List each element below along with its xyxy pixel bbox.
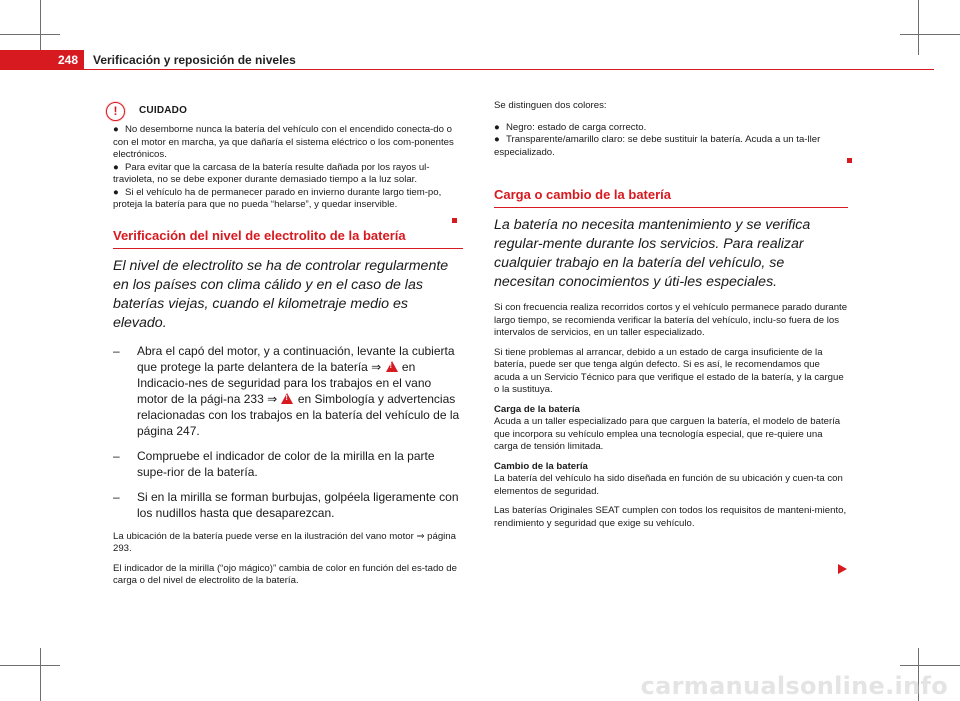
watermark: carmanualsonline.info xyxy=(640,672,948,700)
warning-triangle-icon[interactable] xyxy=(281,393,293,404)
step-item: – Si en la mirilla se forman burbujas, golpéela ligeramente con los nudillos hasta que desaparezcan. xyxy=(113,489,459,520)
step-item: – Compruebe el indicador de color de la mirilla en la parte supe-rior de la batería. xyxy=(113,448,435,479)
crop-mark xyxy=(0,34,60,35)
caution-bullet: ● No desemborne nunca la batería del vehículo con el encendido conecta-do o con el motor en marcha, ya que dañaría el sistema eléctrico o los com-ponentes electrónicos. xyxy=(113,124,454,160)
header-rule xyxy=(84,69,934,70)
note-text: La ubicación de la batería puede verse en la ilustración del vano motor ⇒ página 293. xyxy=(113,530,456,554)
step-item: – Abra el capó del motor, y a continuación, levante la cubierta que protege la parte delantera de la batería ⇒ ! en Indicacio-nes de seguridad para los trabajos en el vano motor de la pági-na 233 ⇒ ! en Simbología y advertencias relacionadas con los trabajos en la batería del vehículo de la página 247. xyxy=(113,343,463,439)
paragraph: Si tiene problemas al arrancar, debido a un estado de carga insuficiente de la batería, puede ser que tenga algún defecto. Si es así, le recomendamos que acuda a un Servicio Técnico para que verifique el estado de la batería, y la cargue o la sustituya. xyxy=(494,346,844,395)
caution-bullet: ● Para evitar que la carcasa de la batería resulte dañada por los rayos ul-travioleta, no se debe exponer durante demasiado tiempo a la luz solar. xyxy=(113,161,430,185)
caution-header xyxy=(113,100,463,122)
warning-triangle-icon[interactable] xyxy=(386,361,398,372)
color-item: ● Negro: estado de carga correcto. xyxy=(494,121,647,133)
section-end-mark xyxy=(847,158,852,163)
subheading: Carga de la batería xyxy=(494,403,580,415)
section-end-mark xyxy=(452,218,457,223)
crop-mark xyxy=(900,665,960,666)
crop-mark xyxy=(918,0,919,55)
section-lead-charging: La batería no necesita mantenimiento y se verifica regular-mente durante los servicios. Para realizar cualquier trabajo en la batería del vehículo, se necesitan conocimientos y úti-les especiales. xyxy=(494,217,811,290)
paragraph: Si con frecuencia realiza recorridos cortos y el vehículo permanece parado durante largo tiempo, se recomienda verificar la batería del vehículo, inclu-so fuera de los intervalos de servicios, en un taller especializado. xyxy=(494,302,848,338)
continue-arrow-icon[interactable] xyxy=(838,564,847,574)
paragraph: La batería del vehículo ha sido diseñada en función de su ubicación y cuen-ta con elementos de seguridad. xyxy=(494,473,843,497)
note-text: El indicador de la mirilla (“ojo mágico)” cambia de color en función del es-tado de carga o del nivel de electrolito de la batería. xyxy=(113,562,457,586)
colors-intro: Se distinguen dos colores: xyxy=(494,100,607,111)
section-title-electrolyte: Verificación del nivel de electrolito de la batería xyxy=(113,228,463,249)
crop-mark xyxy=(0,665,60,666)
caution-icon: ! xyxy=(106,102,125,121)
right-column xyxy=(494,100,848,530)
crop-mark xyxy=(40,648,41,701)
paragraph: Acuda a un taller especializado para que carguen la batería, el modelo de batería que incorpora su vehículo emplea una tecnología especial, que re-quiere una carga de tensión limitada. xyxy=(494,416,841,452)
crop-mark xyxy=(900,34,960,35)
page-header-title: Verificación y reposición de niveles xyxy=(93,53,296,67)
color-item: ● Transparente/amarillo claro: se debe sustituir la batería. Acuda a un ta-ller especializado. xyxy=(494,134,821,158)
caution-label: CUIDADO xyxy=(139,104,188,116)
caution-bullet: ● Si el vehículo ha de permanecer parado en invierno durante largo tiem-po, proteja la batería para que no pueda “helarse”, y quedar inservible. xyxy=(113,186,442,210)
page-number: 248 xyxy=(0,50,84,70)
subheading: Cambio de la batería xyxy=(494,460,588,472)
paragraph: Las baterías Originales SEAT cumplen con todos los requisitos de manteni-miento, rendimiento y seguridad que exige su vehículo. xyxy=(494,505,847,529)
section-lead-electrolyte: El nivel de electrolito se ha de controlar regularmente en los países con clima cálido y en el caso de las baterías viejas, cuando el kilometraje medio es elevado. xyxy=(113,257,449,331)
left-column xyxy=(113,100,463,588)
crop-mark xyxy=(40,0,41,55)
section-title-charging: Carga o cambio de la batería xyxy=(494,187,848,208)
